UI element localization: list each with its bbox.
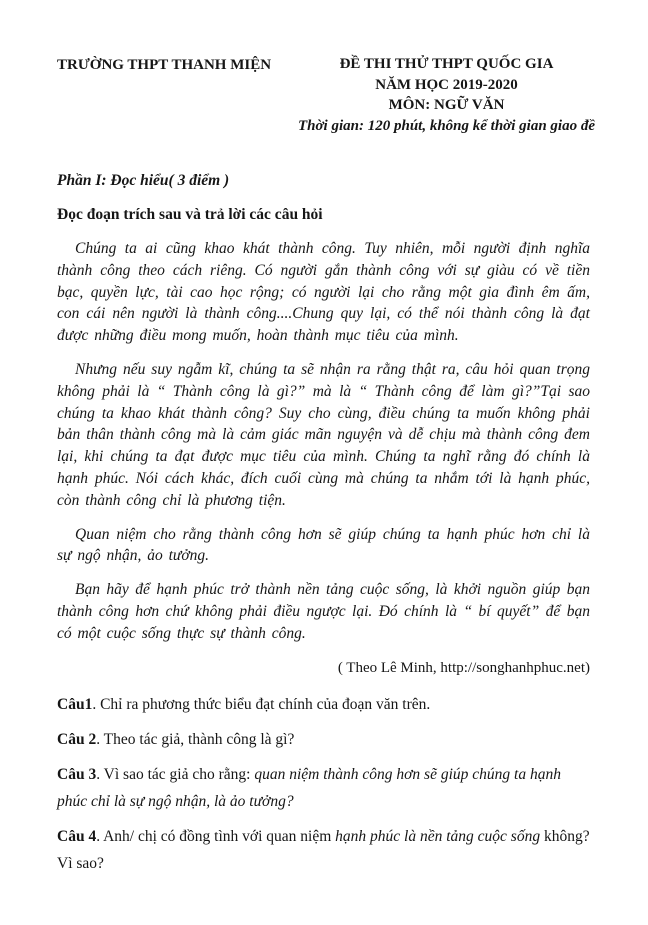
question-text: . Anh/ chị có đồng tình với quan niệm [96,827,336,845]
question-label: Câu 2 [57,730,97,748]
part-title: Phần I: Đọc hiểu( 3 điểm ) [57,172,230,189]
passage-paragraph: Nhưng nếu suy ngẫm kĩ, chúng ta sẽ nhận ra rằng thật ra, câu hỏi quan trọng không phải là “ Thành công là gì?” mà là “ Thành công để làm gì?”Tại sao chúng ta khao khát thành công? Suy cho cùng, điều chúng ta muốn không phải bản thân thành công mà là cảm giác mãn nguyện và dễ chịu mà thành công đem lại, khi chúng ta đạt được mục tiêu của mình. Chúng ta nghĩ rằng đó chính là hạnh phúc. Nói cách khác, đích cuối cùng mà chúng ta nhắm tới là hạnh phúc, còn thành công chỉ là phương tiện. [57,360,590,509]
question-2 [57,726,590,753]
question-emphasis: hạnh phúc là nền tảng cuộc sống [335,827,541,845]
exam-title: ĐỀ THI THỬ THPT QUỐC GIA [339,56,554,72]
school-year: NĂM HỌC 2019-2020 [375,76,518,93]
passage-citation: ( Theo Lê Minh, http://songhanhphuc.net) [337,659,590,676]
reading-instruction: Đọc đoạn trích sau và trả lời các câu hỏi [57,206,323,223]
subject: MÔN: NGỮ VĂN [388,97,505,113]
question-label: Câu 3 [57,765,97,783]
passage-paragraph: Chúng ta ai cũng khao khát thành công. Tuy nhiên, mỗi người định nghĩa thành công theo cách riêng. Có người gắn thành công với sự giàu có về tiền bạc, quyền lực, tài cao học rộng; có người lại cho rằng một gia đình êm ấm, con cái nên người là thành công....Chung quy lại, có thể nói thành công là đạt được những điều mong muốn, hoàn thành mục tiêu của mình. [57,240,590,345]
question-label: Câu1 [57,695,93,713]
reading-passage [57,238,590,645]
question-emphasis: quan niệm thành công hơn sẽ giúp chúng ta hạnh phúc chỉ là sự ngộ nhận, là ảo tưởng? [57,765,561,810]
question-text: không? Vì sao? [57,827,590,872]
question-1 [57,691,590,718]
question-text: . Vì sao tác giả cho rằng: [96,765,255,783]
doc-header [57,54,595,136]
passage-paragraph: Quan niệm cho rằng thành công hơn sẽ giúp chúng ta hạnh phúc hơn chỉ là sự ngộ nhận, ảo tưởng. [57,525,590,565]
question-label: Câu 4 [57,827,97,845]
exam-title-block [295,54,598,136]
question-text: . Chỉ ra phương thức biểu đạt chính của đoạn văn trên. [92,695,431,713]
question-4 [57,823,590,877]
school-name: TRƯỜNG THPT THANH MIỆN [57,57,272,73]
question-text: . Theo tác giả, thành công là gì? [96,730,295,748]
exam-duration: Thời gian: 120 phút, không kể thời gian giao đề [298,117,595,134]
question-3 [57,761,590,815]
passage-paragraph: Bạn hãy để hạnh phúc trở thành nền tảng cuộc sống, là khởi nguồn giúp bạn thành công hơn chứ không phải điều ngược lại. Đó chính là “ bí quyết” để bạn có một cuộc sống thực sự thành công. [57,581,590,642]
